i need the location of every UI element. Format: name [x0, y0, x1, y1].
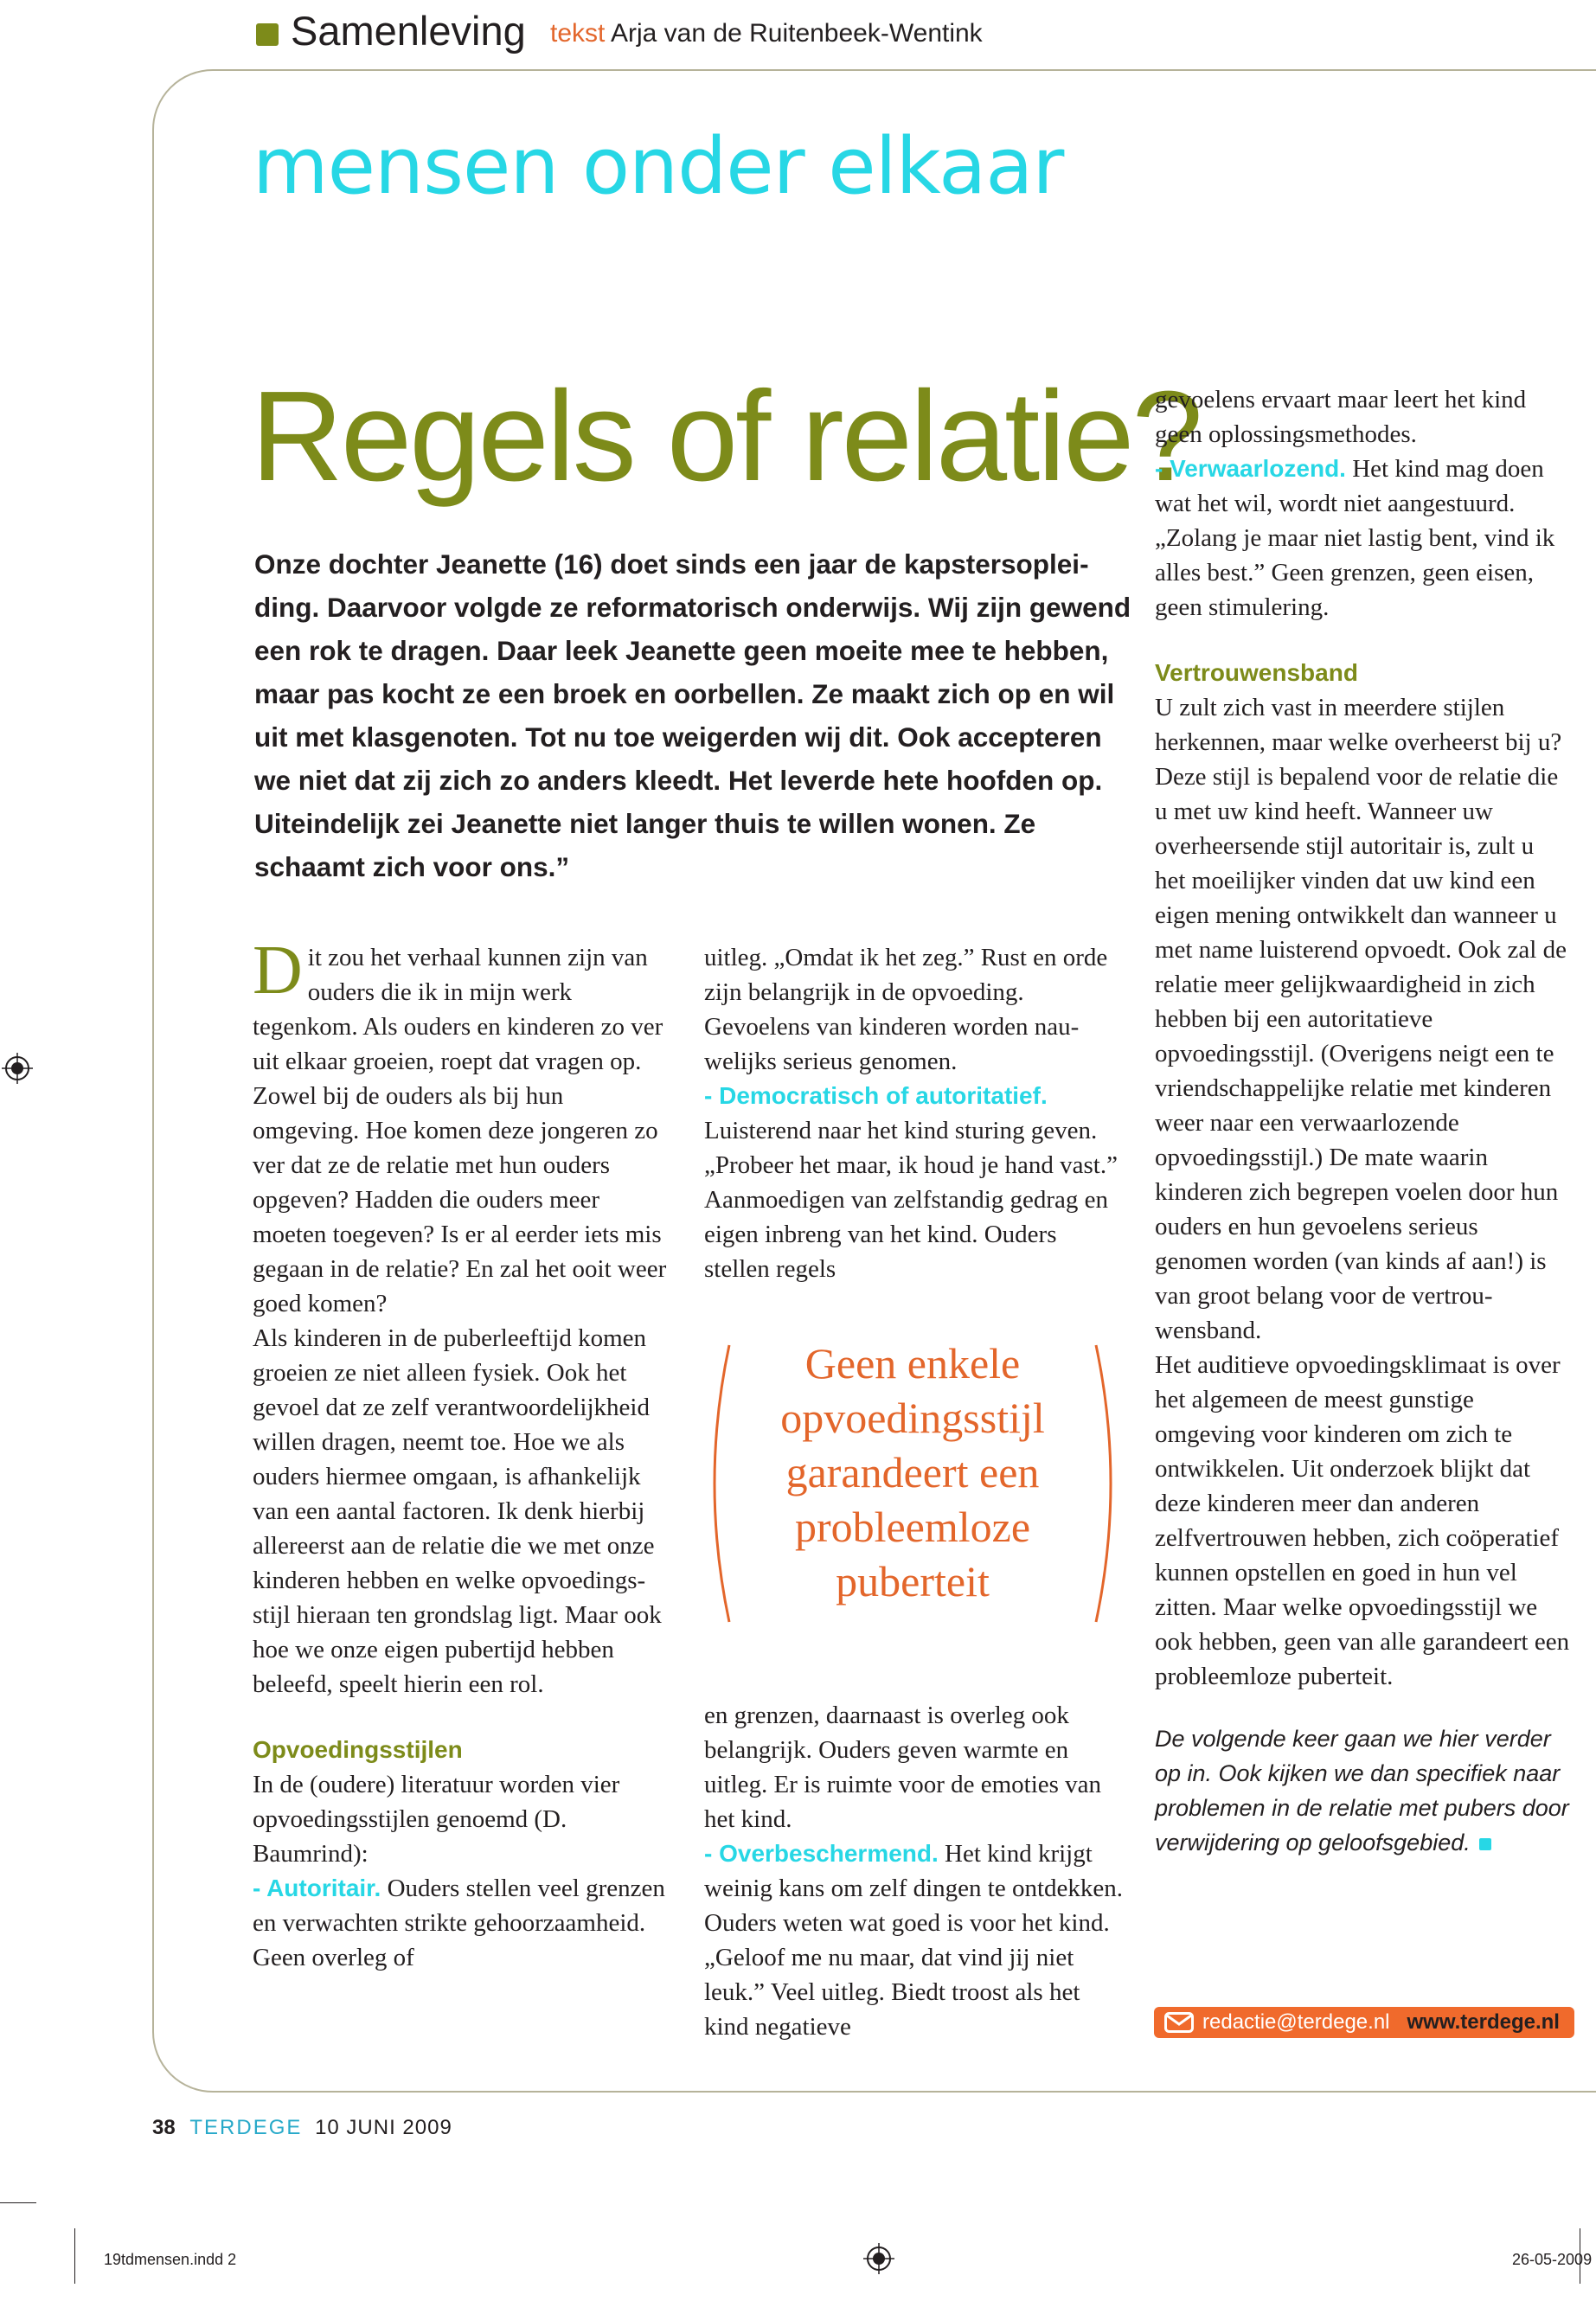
- closing-note: [1155, 1721, 1570, 1860]
- slug-date: 26-05-2009: [1512, 2251, 1593, 2268]
- closing-note-text: De volgende keer gaan we hier verder op in. Ook kijken we dan specifiek naar problemen in de relatie met pubers door verwijdering op geloofsgebied.: [1155, 1726, 1569, 1856]
- col1-paragraph-1: [253, 933, 668, 1321]
- crop-mark: [74, 2228, 75, 2284]
- crop-mark: [0, 2202, 36, 2203]
- section-title: mensen onder elkaar: [253, 121, 1064, 212]
- col1-paragraph-2: Als kinderen in de puberleeftijd komen groeien ze niet alleen fysiek. Ook het gevoel dat ze zelf verantwoordelijkheid willen dragen, neemt toe. Hoe we als ouders hiermee omgaan, is afhankelijk van een aantal factoren. Ik denk hierbij allereerst aan de relatie die we met onze kinderen hebben en welke opvoedingsstijl hieraan ten grondslag ligt. Maar ook hoe we onze eigen pubertijd hebben beleefd, speelt hierin een rol.: [253, 1324, 662, 1698]
- col3-paragraph-4: Het auditieve opvoedingsklimaat is over het algemeen de meest gunstige omgeving voor kinderen om zich te ontwikkelen. Uit onderzoek blijkt dat deze kinderen meer dan anderen zelfvertrouwen hebben, zich coöperatief kunnen opstellen en goed in hun vel zitten. Maar welke opvoedingsstijl we ook hebben, geen van alle garandeert een probleemloze puberteit.: [1155, 1351, 1570, 1690]
- col2-paragraph-3: en grenzen, daarnaast is overleg ook belangrijk. Ouders geven warmte en uitleg. Er is ruimte voor de emoties van het kind.: [704, 1702, 1102, 1833]
- drop-cap: D: [253, 933, 303, 1009]
- col2-paragraph-2: Luisterend naar het kind sturing geven. „Probeer het maar, ik houd je hand vast.” Aanmoedigen van zelfstandig gedrag en eigen inbreng van het kind. Ouders stellen regels: [704, 1117, 1118, 1283]
- page-number: 38: [152, 2116, 176, 2139]
- col2-p4-text: Het kind krijgt weinig kans om zelf dingen te ontdekken. Ouders weten wat goed is voor het kind. „Geloof me nu maar, dat vind jij niet leuk.” Veel uitleg. Biedt troost als het kind negatieve: [704, 1840, 1124, 2041]
- mail-icon: [1164, 2012, 1194, 2033]
- registration-mark-icon: [863, 2243, 894, 2279]
- contact-email-link[interactable]: redactie@terdege.nl: [1202, 2010, 1390, 2034]
- author-name: Arja van de Ruitenbeek-Wentink: [611, 19, 983, 48]
- subhead-vertrouwensband: Vertrouwensband: [1155, 659, 1358, 686]
- category-square-icon: [256, 23, 279, 46]
- subhead-opvoedingsstijlen: Opvoedingsstijlen: [253, 1736, 463, 1763]
- keyword-overbeschermend: - Overbeschermend.: [704, 1840, 939, 1867]
- col1-p4-text: Ouders stellen veel grenzen en verwachten strikte gehoorzaamheid. Geen overleg of: [253, 1875, 665, 1971]
- pull-quote: [705, 1336, 1120, 1631]
- slug-filename: 19tdmensen.indd 2: [104, 2251, 237, 2268]
- keyword-democratisch: - Democratisch of autoritatief.: [704, 1082, 1048, 1109]
- article-headline: Regels of relatie?: [251, 365, 1201, 508]
- col3-paragraph-1: gevoelens ervaart maar leert het kind geen oplossingsmethodes.: [1155, 386, 1527, 448]
- col2-paragraph-1: uitleg. „Omdat ik het zeg.” Rust en orde zijn belangrijk in de opvoeding. Gevoelens van kinderen worden nauwelijks serieus genomen.: [704, 944, 1108, 1075]
- pull-quote-text: Geen enkele opvoedingsstijl garandeert een probleemloze puberteit: [780, 1339, 1045, 1606]
- col3-p2-text: Het kind mag doen wat het wil, wordt niet aangestuurd. „Zolang je maar niet lastig bent, vind ik alles best.” Geen grenzen, geen eisen, geen stimulering.: [1155, 455, 1555, 621]
- contact-bar: [1154, 2007, 1574, 2038]
- body-column-3: [1155, 382, 1570, 1860]
- tekst-label: tekst: [550, 19, 606, 48]
- keyword-verwaarlozend: - Verwaarlozend.: [1155, 455, 1346, 482]
- body-column-1: [253, 933, 668, 1975]
- end-mark-icon: [1479, 1838, 1491, 1850]
- col1-paragraph-4: [253, 1871, 668, 1975]
- col3-paragraph-2: [1155, 452, 1570, 625]
- keyword-autoritair: - Autoritair.: [253, 1875, 381, 1901]
- body-column-2-top: [704, 940, 1128, 1286]
- magazine-name: TERDEGE: [189, 2116, 303, 2139]
- category-label: Samenleving: [291, 8, 526, 54]
- issue-date: 10 JUNI 2009: [315, 2116, 452, 2139]
- intro-paragraph: Onze dochter Jeanette (16) doet sinds een jaar de kapstersopleiding. Daarvoor volgde ze reformatorisch onderwijs. Wij zijn gewend een rok te dragen. Daar leek Jeanette geen moeite mee te hebben, maar pas kocht ze een broek en oorbellen. Ze maakt zich op en wil uit met klasgenoten. Tot nu toe weigerden wij dit. Ook accepteren we niet dat zij zich zo anders kleedt. Het leverde hete hoofden op. Uiteindelijk zei Jeanette niet langer thuis te willen wonen. Ze schaamt zich voor ons.”: [254, 548, 1131, 882]
- col1-paragraph-3: In de (oudere) literatuur worden vier opvoedingsstijlen genoemd (D. Baumrind):: [253, 1771, 620, 1868]
- contact-website-link[interactable]: www.terdege.nl: [1407, 2010, 1560, 2034]
- col1-p1-text: it zou het verhaal kunnen zijn van ouders die ik in mijn werk tegenkom. Als ouders en kinderen zo ver uit elkaar groeien, roept dat vragen op. Zowel bij de ouders als bij hun omgeving. Hoe komen deze jongeren zo ver dat ze de relatie met hun ouders opgeven? Hadden die ouders meer moeten toegeven? Is er al eerder iets mis gegaan in de relatie? En zal het ooit weer goed komen?: [253, 944, 667, 1317]
- col3-paragraph-3: U zult zich vast in meerdere stijlen herkennen, maar welke overheerst bij u? Deze stijl is bepalend voor de relatie die u met uw kind heeft. Wanneer uw overheersende stijl autoritair is, zult u het moeilijker vinden dat uw kind een eigen mening ontwikkelt dan wanneer u met name luisterend opvoedt. Ook zal de relatie meer gelijkwaardigheid in zich hebben bij een autoritatieve opvoedingsstijl. (Overigens neigt een te vriendschappelijke relatie met kinderen weer naar een verwaarlozende opvoedingsstijl.) De mate waarin kinderen zich begrepen voelen door hun ouders en hun gevoelens serieus genomen worden (van kinds af aan!) is van groot belang voor de vertrouwensband.: [1155, 694, 1567, 1344]
- col2-paragraph-4: [704, 1836, 1128, 2044]
- body-column-2-bottom: [704, 1698, 1128, 2044]
- registration-mark-icon: [2, 1053, 33, 1088]
- page-footer: [152, 2116, 452, 2140]
